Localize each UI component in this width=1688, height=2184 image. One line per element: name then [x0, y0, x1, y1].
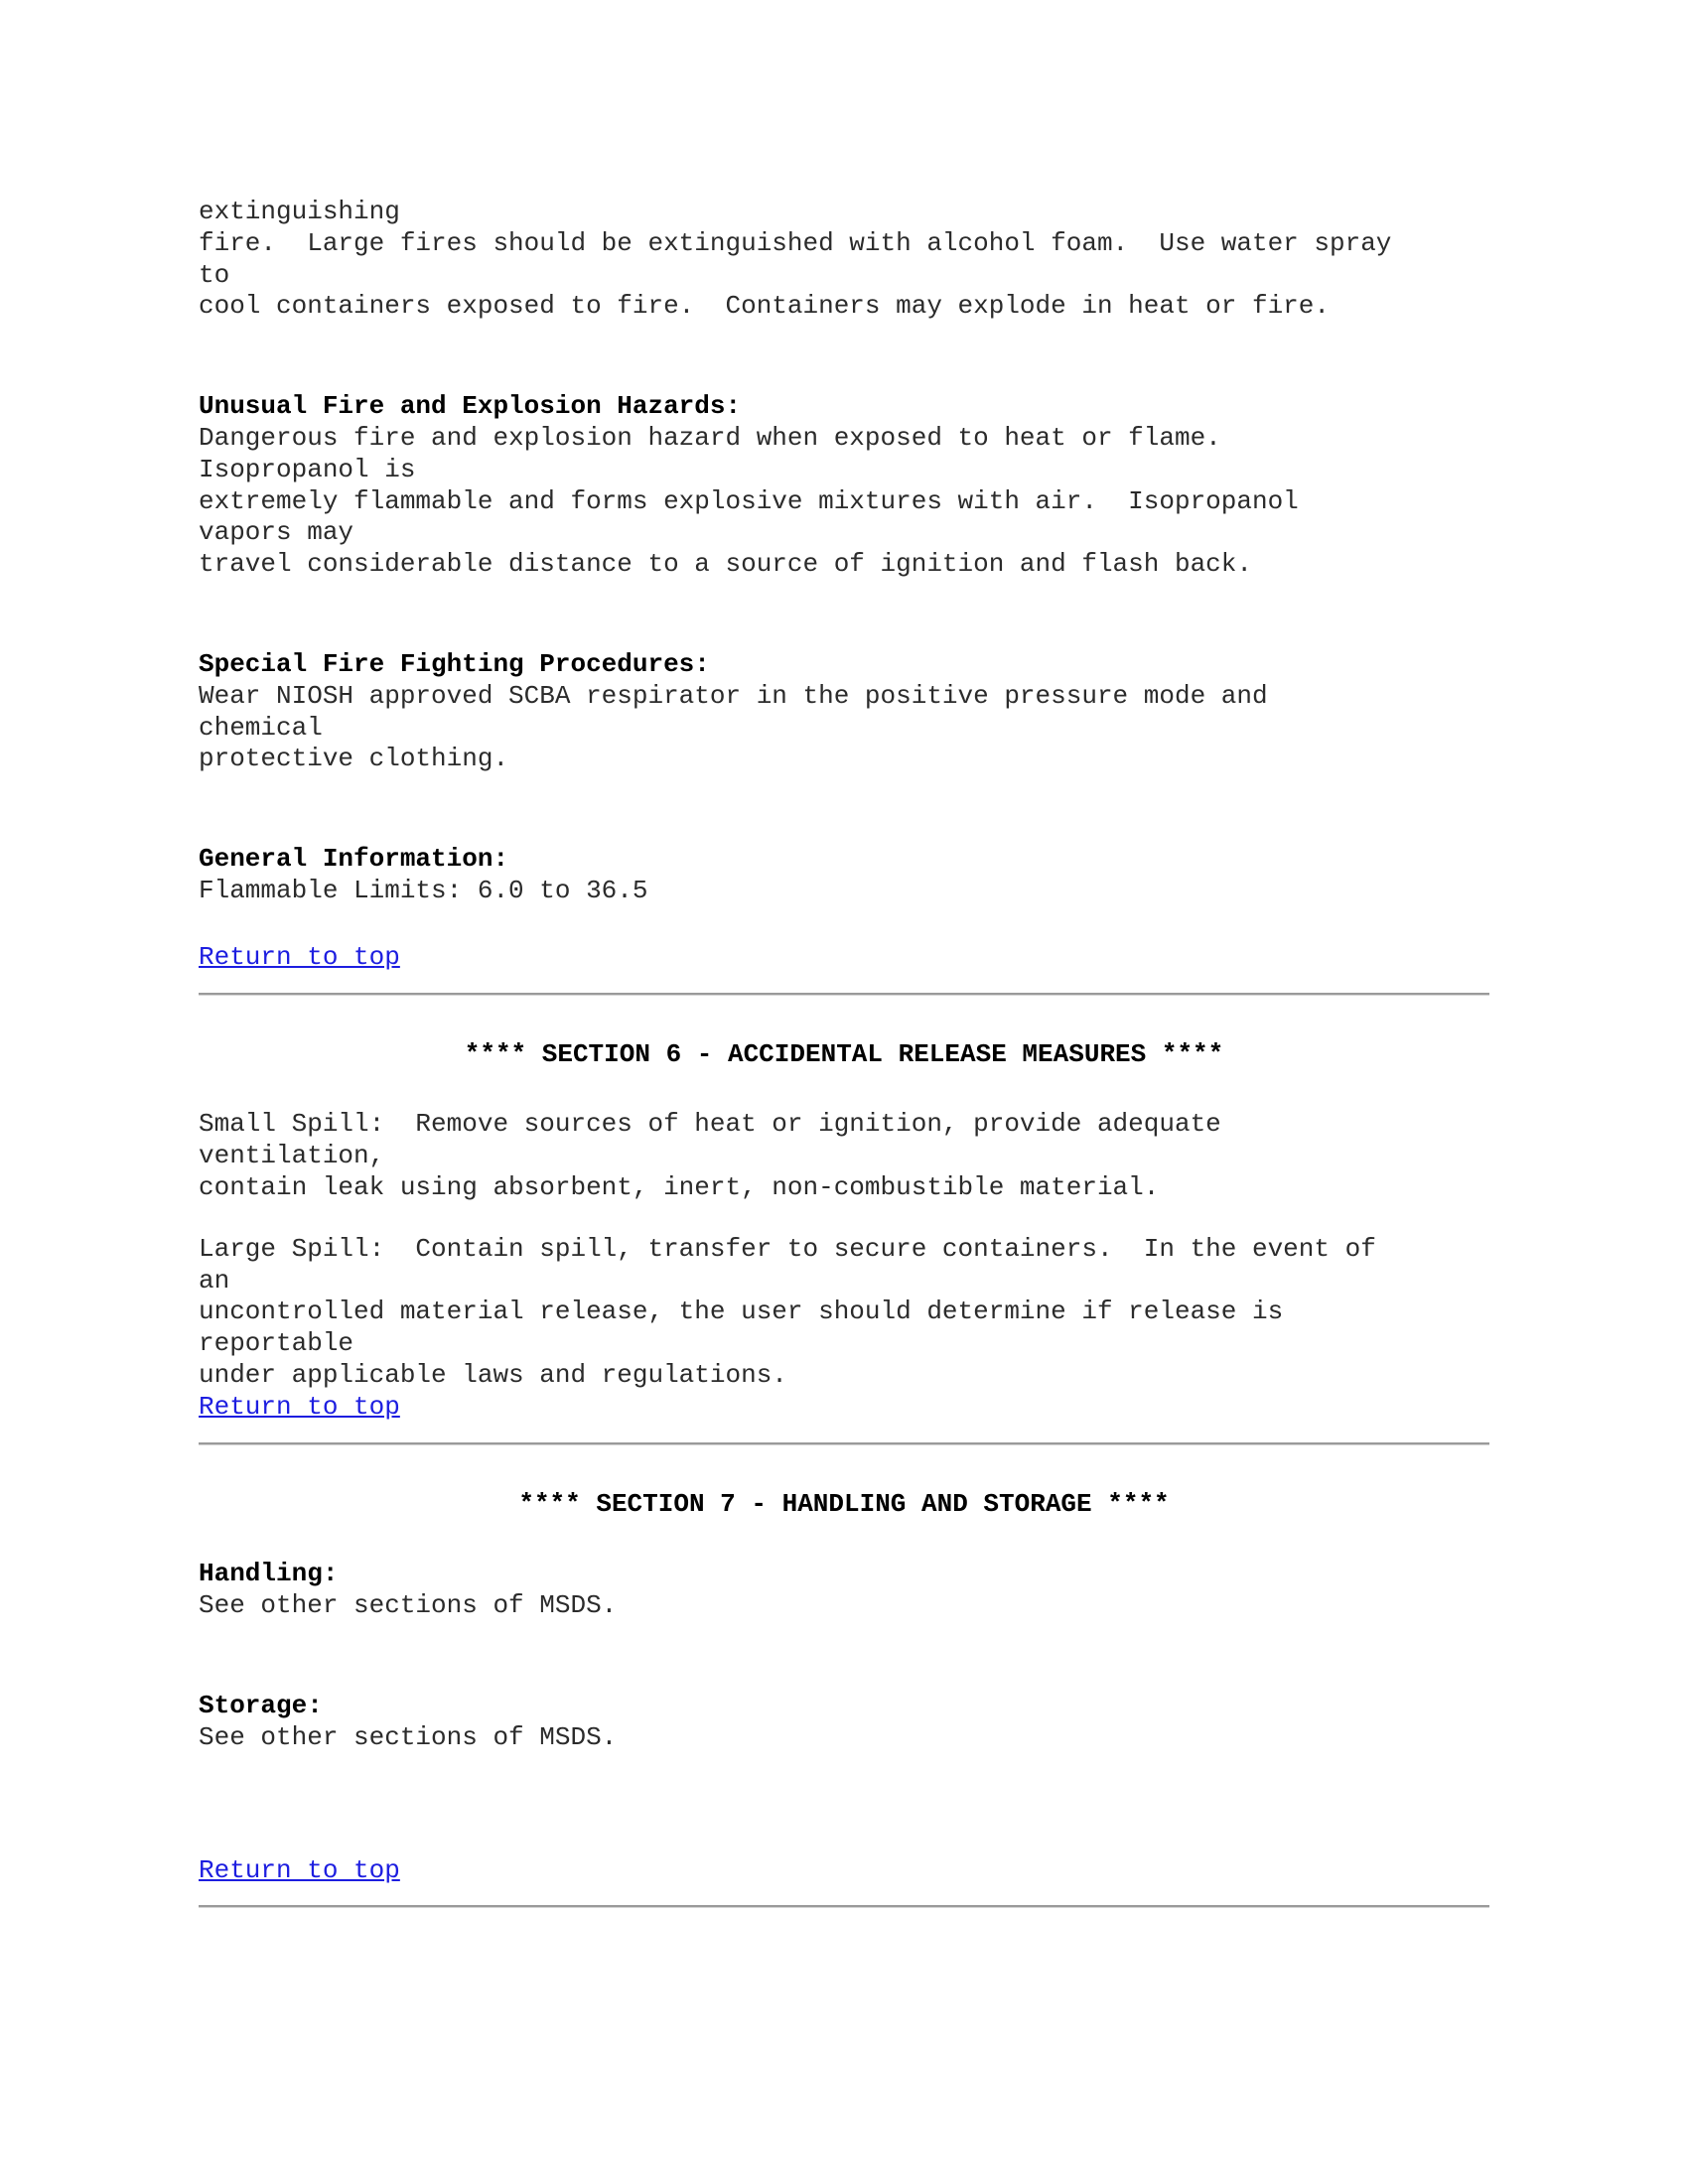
spacer [199, 1445, 1489, 1489]
spacer [199, 581, 1489, 649]
spacer [199, 1622, 1489, 1691]
text-line: chemical [199, 712, 323, 743]
spacer [199, 1754, 1489, 1855]
text-line: an [199, 1265, 230, 1296]
text-line: reportable [199, 1328, 354, 1359]
handling-heading: Handling: [199, 1559, 339, 1589]
storage-block [199, 1691, 1489, 1754]
text-line: to [199, 259, 230, 290]
spacer [199, 907, 1489, 942]
text-line: vapors may [199, 517, 354, 548]
large-spill-block [199, 1234, 1489, 1392]
return-to-top-row [199, 1855, 1489, 1887]
special-procedures-heading: Special Fire Fighting Procedures: [199, 648, 710, 679]
msds-page [199, 197, 1489, 1908]
horizontal-rule [199, 1905, 1489, 1908]
section-6-title: **** SECTION 6 - ACCIDENTAL RELEASE MEASURES **** [464, 1038, 1224, 1069]
return-to-top-link[interactable]: Return to top [199, 1854, 400, 1885]
unusual-hazards-heading: Unusual Fire and Explosion Hazards: [199, 391, 742, 422]
text-line: See other sections of MSDS. [199, 1721, 618, 1752]
text-line: travel considerable distance to a source of ignition and flash back. [199, 549, 1252, 580]
spacer [199, 1886, 1489, 1905]
unusual-hazards-block [199, 391, 1489, 581]
storage-heading: Storage: [199, 1690, 323, 1720]
special-procedures-block [199, 649, 1489, 775]
handling-block [199, 1559, 1489, 1622]
text-line: protective clothing. [199, 744, 509, 774]
spacer [199, 974, 1489, 993]
text-line: Small Spill: Remove sources of heat or ignition, provide adequate [199, 1109, 1221, 1140]
spacer [199, 1520, 1489, 1559]
spacer [199, 996, 1489, 1039]
text-line: Isopropanol is [199, 454, 416, 484]
spacer [199, 1204, 1489, 1234]
text-line: uncontrolled material release, the user should determine if release is [199, 1297, 1284, 1327]
text-line: extremely flammable and forms explosive mixtures with air. Isopropanol [199, 485, 1299, 516]
small-spill-block [199, 1109, 1489, 1203]
spacer [199, 775, 1489, 844]
text-line: Large Spill: Contain spill, transfer to secure containers. In the event of [199, 1233, 1376, 1264]
text-line: See other sections of MSDS. [199, 1590, 618, 1621]
text-line: Flammable Limits: 6.0 to 36.5 [199, 875, 648, 905]
text-line: fire. Large fires should be extinguished with alcohol foam. Use water spray [199, 227, 1392, 258]
general-information-heading: General Information: [199, 844, 509, 875]
text-line: under applicable laws and regulations. [199, 1359, 787, 1390]
spacer [199, 323, 1489, 391]
return-to-top-row [199, 1392, 1489, 1424]
spacer [199, 1424, 1489, 1442]
spacer [199, 1070, 1489, 1109]
text-line: extinguishing [199, 197, 400, 226]
return-to-top-row [199, 942, 1489, 974]
fire-fighting-continued-block [199, 197, 1489, 323]
general-information-block [199, 844, 1489, 907]
section-7-title: **** SECTION 7 - HANDLING AND STORAGE **** [518, 1488, 1170, 1519]
text-line: contain leak using absorbent, inert, non-combustible material. [199, 1171, 1160, 1202]
return-to-top-link[interactable]: Return to top [199, 1391, 400, 1422]
text-line: cool containers exposed to fire. Containers may explode in heat or fire. [199, 291, 1330, 322]
text-line: Wear NIOSH approved SCBA respirator in the positive pressure mode and [199, 680, 1268, 711]
text-line: Dangerous fire and explosion hazard when exposed to heat or flame. [199, 422, 1221, 453]
return-to-top-link[interactable]: Return to top [199, 941, 400, 972]
text-line: ventilation, [199, 1141, 385, 1171]
